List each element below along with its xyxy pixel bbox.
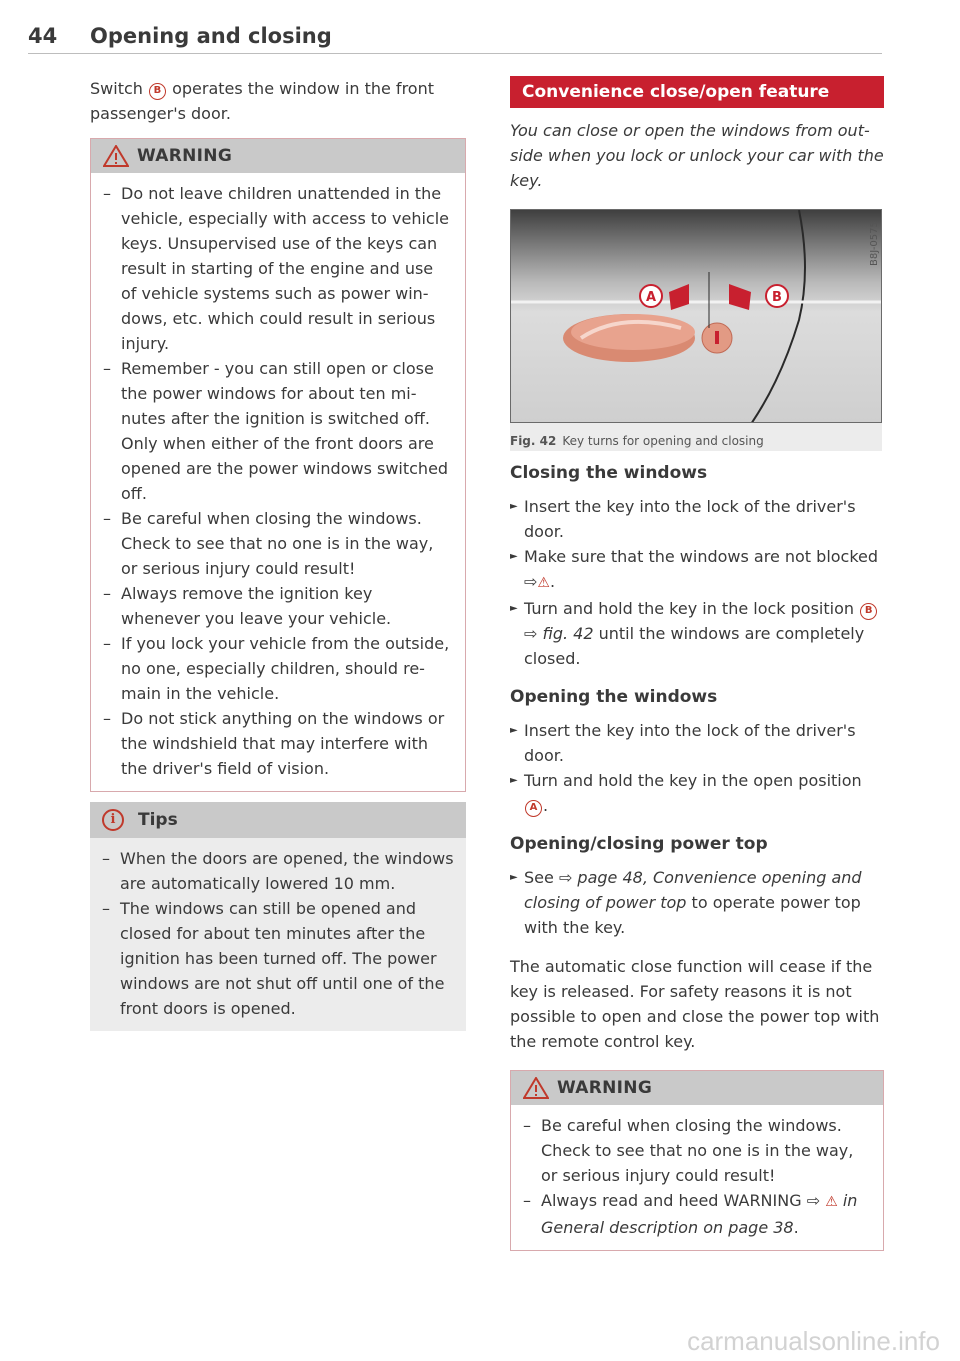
page-38-link[interactable]: in General description on page 38 bbox=[541, 1191, 858, 1237]
warning-list bbox=[103, 181, 453, 781]
warning-header bbox=[511, 1071, 883, 1105]
tips-header bbox=[90, 802, 466, 838]
tips-item: – The windows can still be opened and closed for about ten minutes after the ignition has been turned off. The power windows are not shut off until one of the front doors is opened. bbox=[102, 896, 454, 1021]
warning-item: – Remember - you can still open or close the power windows for about ten minutes after the ignition is switched off. Only when either of the front doors are opened are the power windows switched off. bbox=[103, 356, 453, 506]
section-title: Opening and closing bbox=[90, 24, 332, 48]
page-number: 44 bbox=[28, 24, 58, 48]
tips-item: – When the doors are opened, the windows are automatically lowered 10 mm. bbox=[102, 846, 454, 896]
right-column bbox=[510, 76, 884, 1251]
page-48-link[interactable]: ⇨ page 48, Convenience opening and closing of power top bbox=[524, 868, 862, 912]
auto-close-text: The automatic close function will cease if the key is released. For safety reasons it is not possible to open and close the power top with the remote control key. bbox=[510, 957, 880, 1051]
warning-ref-icon[interactable]: ⚠ bbox=[537, 575, 550, 591]
powertop-heading: Opening/closing power top bbox=[510, 834, 768, 854]
warning-header bbox=[91, 139, 465, 173]
warning-item: – Do not leave children unattended in the vehicle, especially with access to vehicle keys. Unsupervised use of the keys can result in starting of the engine and use of vehicle systems such as power windows, etc. which could result in serious injury. bbox=[103, 181, 453, 356]
door-handle-illustration bbox=[510, 209, 882, 423]
warning-title: WARNING bbox=[137, 145, 233, 166]
door-handle-drawing bbox=[511, 210, 882, 423]
tips-box bbox=[90, 802, 466, 1031]
closing-heading: Closing the windows bbox=[510, 463, 708, 483]
switch-intro: Switch B operates the window in the front passenger's door. bbox=[90, 79, 434, 123]
left-column bbox=[90, 76, 466, 1031]
closing-steps bbox=[510, 494, 884, 671]
opening-steps bbox=[510, 718, 884, 818]
circle-b-icon: B bbox=[860, 603, 877, 620]
circle-a-icon: A bbox=[525, 800, 542, 817]
position-a-label: A bbox=[645, 290, 657, 305]
watermark: carmanualsonline.info bbox=[687, 1326, 940, 1356]
convenience-heading: Convenience close/open feature bbox=[510, 76, 884, 108]
info-icon: i bbox=[102, 809, 124, 831]
caption-text: Key turns for opening and closing bbox=[562, 434, 764, 448]
warning-item: – Always remove the ignition key whenever you leave your vehicle. bbox=[103, 581, 453, 631]
caption-number: Fig. 42 bbox=[510, 434, 557, 448]
position-b-label: B bbox=[772, 290, 782, 305]
closing-step: ► Insert the key into the lock of the driver's door. bbox=[510, 494, 884, 544]
warning-item: – If you lock your vehicle from the outside, no one, especially children, should remain in the vehicle. bbox=[103, 631, 453, 706]
tips-list bbox=[102, 846, 454, 1021]
warning-box-right bbox=[510, 1070, 884, 1251]
powertop-steps bbox=[510, 865, 884, 940]
warning-ref-icon[interactable]: ⚠ bbox=[825, 1194, 838, 1210]
warning-item: – Always read and heed WARNING ⇨ ⚠ in General description on page 38. bbox=[523, 1188, 871, 1240]
closing-step: ► Make sure that the windows are not blocked ⇨⚠. bbox=[510, 544, 884, 596]
tips-title: Tips bbox=[138, 809, 178, 830]
warning-triangle-icon bbox=[523, 1077, 549, 1099]
opening-step: ► Turn and hold the key in the open position A . bbox=[510, 768, 884, 818]
warning-item: – Do not stick anything on the windows or the windshield that may interfere with the driver's field of vision. bbox=[103, 706, 453, 781]
opening-step: ► Insert the key into the lock of the driver's door. bbox=[510, 718, 884, 768]
opening-heading: Opening the windows bbox=[510, 687, 718, 707]
figure-42 bbox=[510, 209, 882, 451]
warning-item: – Be careful when closing the windows. Check to see that no one is in the way, or serious injury could result! bbox=[103, 506, 453, 581]
figure-caption bbox=[510, 423, 882, 451]
powertop-step: ► See ⇨ page 48, Convenience opening and closing of power top to operate power top with the key. bbox=[510, 865, 884, 940]
warning-box bbox=[90, 138, 466, 792]
circle-b-icon: B bbox=[149, 83, 166, 100]
warning-title: WARNING bbox=[557, 1077, 653, 1098]
closing-step: ► Turn and hold the key in the lock position B ⇨ fig. 42 until the windows are completely closed. bbox=[510, 596, 884, 671]
figure-code: B8J-0575 bbox=[869, 221, 880, 266]
warning-list bbox=[523, 1113, 871, 1240]
page-header bbox=[28, 22, 882, 54]
fig-ref-link[interactable]: ⇨ fig. 42 bbox=[524, 624, 594, 643]
warning-triangle-icon bbox=[103, 145, 129, 167]
convenience-intro: You can close or open the windows from outside when you lock or unlock your car with the key. bbox=[510, 121, 884, 190]
warning-item: – Be careful when closing the windows. Check to see that no one is in the way, or serious injury could result! bbox=[523, 1113, 871, 1188]
